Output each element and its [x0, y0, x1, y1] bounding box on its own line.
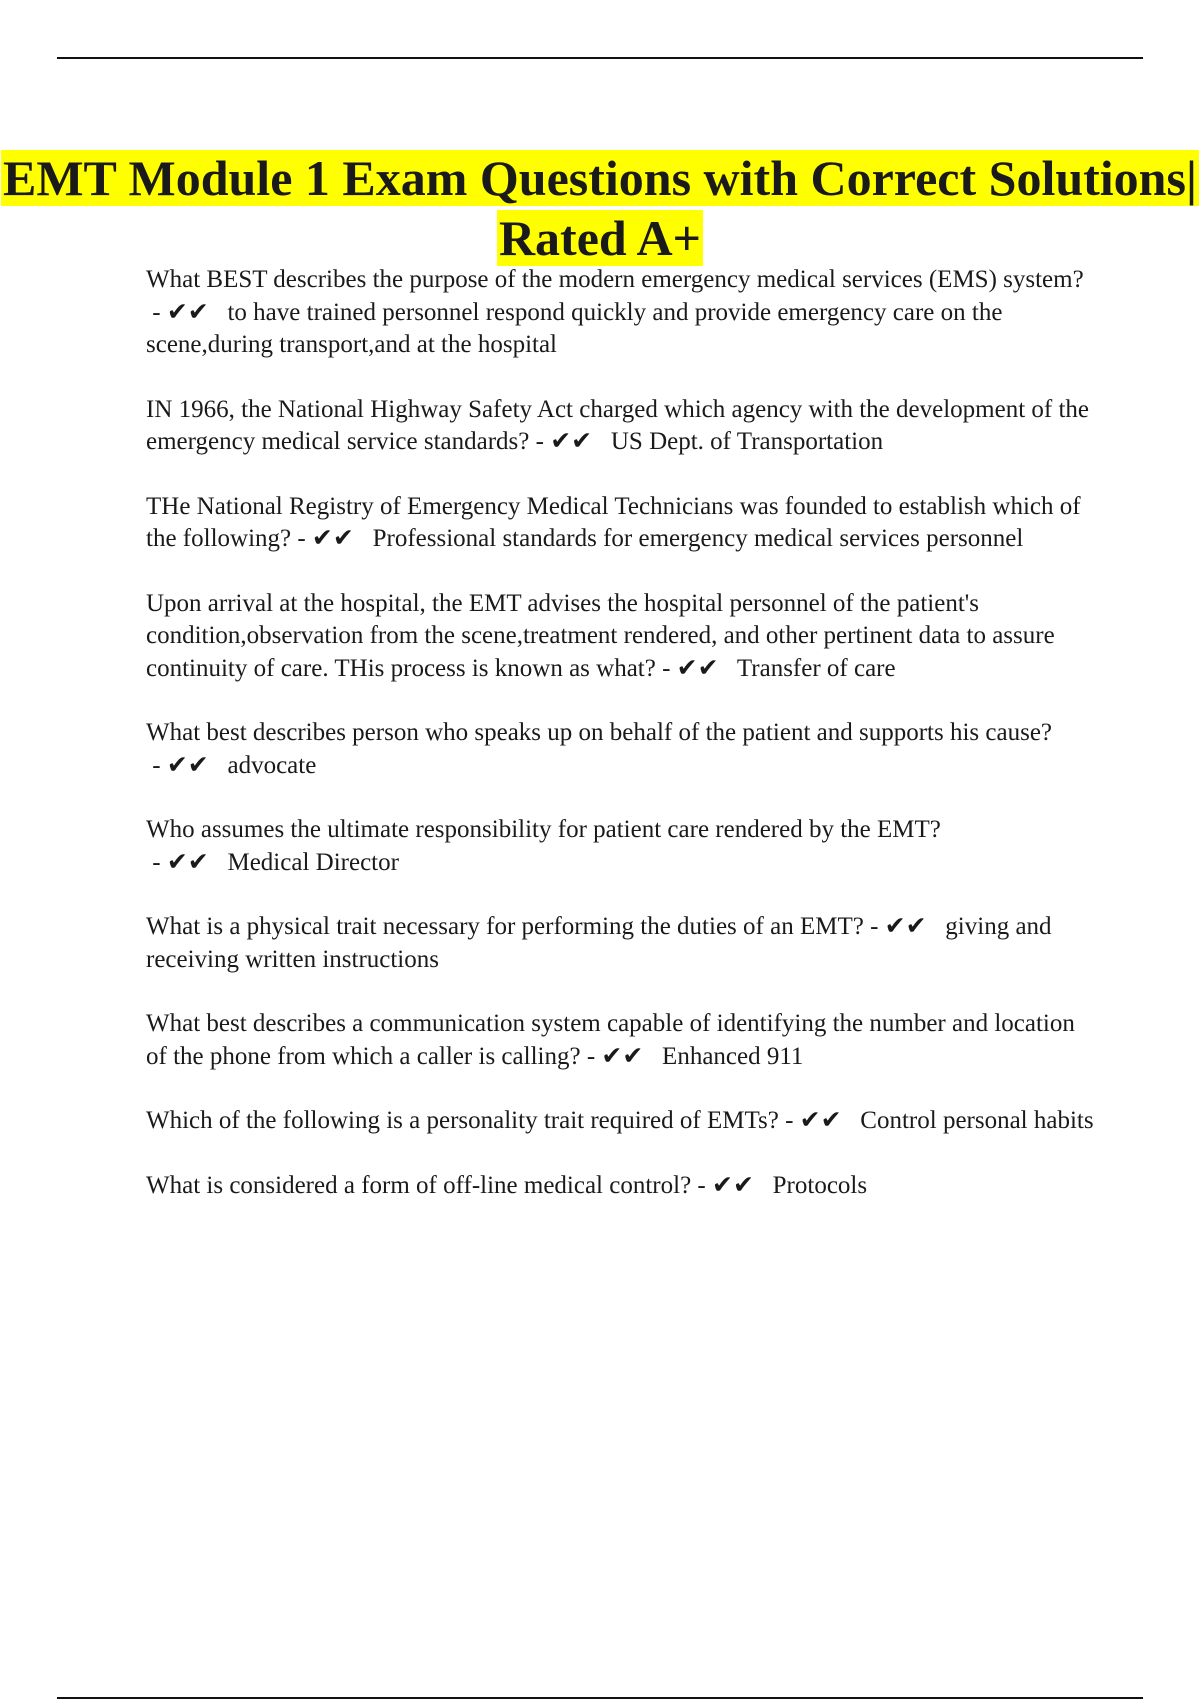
answer-check-icon: - ✔✔ — [146, 848, 228, 876]
answer-check-icon: - ✔✔ — [291, 525, 373, 552]
header-rule — [57, 57, 1143, 59]
answer-check-icon: - ✔✔ — [146, 751, 228, 779]
qa-list — [146, 264, 1096, 1234]
question-text: IN 1966, the National Highway Safety Act charged which agency with the development of the emergency medical service standards? — [146, 395, 1090, 455]
answer-text: advocate — [227, 751, 317, 779]
qa-item — [146, 717, 1096, 782]
document-title-text: EMT Module 1 Exam Questions with Correct Solutions| Rated A+ — [3, 150, 1197, 266]
answer-check-icon: - ✔✔ — [580, 1042, 663, 1070]
question-text: THe National Registry of Emergency Medical Technicians was founded to establish which of the following? — [146, 492, 1081, 552]
question-text: Which of the following is a personality trait required of EMTs? — [146, 1107, 779, 1134]
qa-item — [146, 491, 1096, 556]
qa-item — [146, 394, 1096, 459]
answer-text: Enhanced 911 — [662, 1042, 804, 1070]
qa-item — [146, 1105, 1096, 1138]
qa-item — [146, 1008, 1096, 1073]
answer-text: Professional standards for emergency medical services personnel — [372, 525, 1024, 552]
question-text: What best describes person who speaks up on behalf of the patient and supports his cause? — [146, 719, 1053, 746]
footer-rule — [57, 1697, 1143, 1699]
answer-text: to have trained personnel respond quickly and provide emergency care on the scene,during transport,and at the hospital — [146, 298, 1003, 358]
question-text: What BEST describes the purpose of the modern emergency medical services (EMS) system? — [146, 266, 1084, 293]
qa-item — [146, 264, 1096, 362]
answer-check-icon: - ✔✔ — [691, 1171, 773, 1199]
qa-item — [146, 814, 1096, 879]
question-text: Who assumes the ultimate responsibility for patient care rendered by the EMT? — [146, 816, 941, 843]
answer-text: Medical Director — [227, 848, 399, 876]
question-text: Upon arrival at the hospital, the EMT advises the hospital personnel of the patient's condition,observation from the scene,treatment rendered, and other pertinent data to assure continuity of care. THis process is known as what? — [146, 589, 1055, 682]
answer-check-icon: - ✔✔ — [655, 654, 737, 682]
answer-check-icon: - ✔✔ — [778, 1107, 861, 1134]
question-text: What is a physical trait necessary for performing the duties of an EMT? — [146, 913, 864, 940]
answer-text: US Dept. of Transportation — [610, 428, 884, 455]
answer-check-icon: - ✔✔ — [863, 913, 946, 940]
answer-text: Transfer of care — [736, 654, 896, 682]
question-text: What best describes a communication system capable of identifying the number and location of the phone from which a caller is calling? — [146, 1010, 1075, 1070]
question-text: What is considered a form of off-line medical control? — [146, 1171, 692, 1199]
qa-item — [146, 588, 1096, 686]
answer-text: giving and receiving written instructions — [146, 913, 1052, 973]
document-title — [0, 148, 1200, 268]
qa-item — [146, 911, 1096, 976]
answer-check-icon: - ✔✔ — [529, 428, 611, 455]
qa-item — [146, 1170, 1096, 1203]
answer-text: Protocols — [772, 1171, 868, 1199]
answer-check-icon: - ✔✔ — [146, 298, 228, 326]
answer-text: Control personal habits — [860, 1107, 1094, 1134]
